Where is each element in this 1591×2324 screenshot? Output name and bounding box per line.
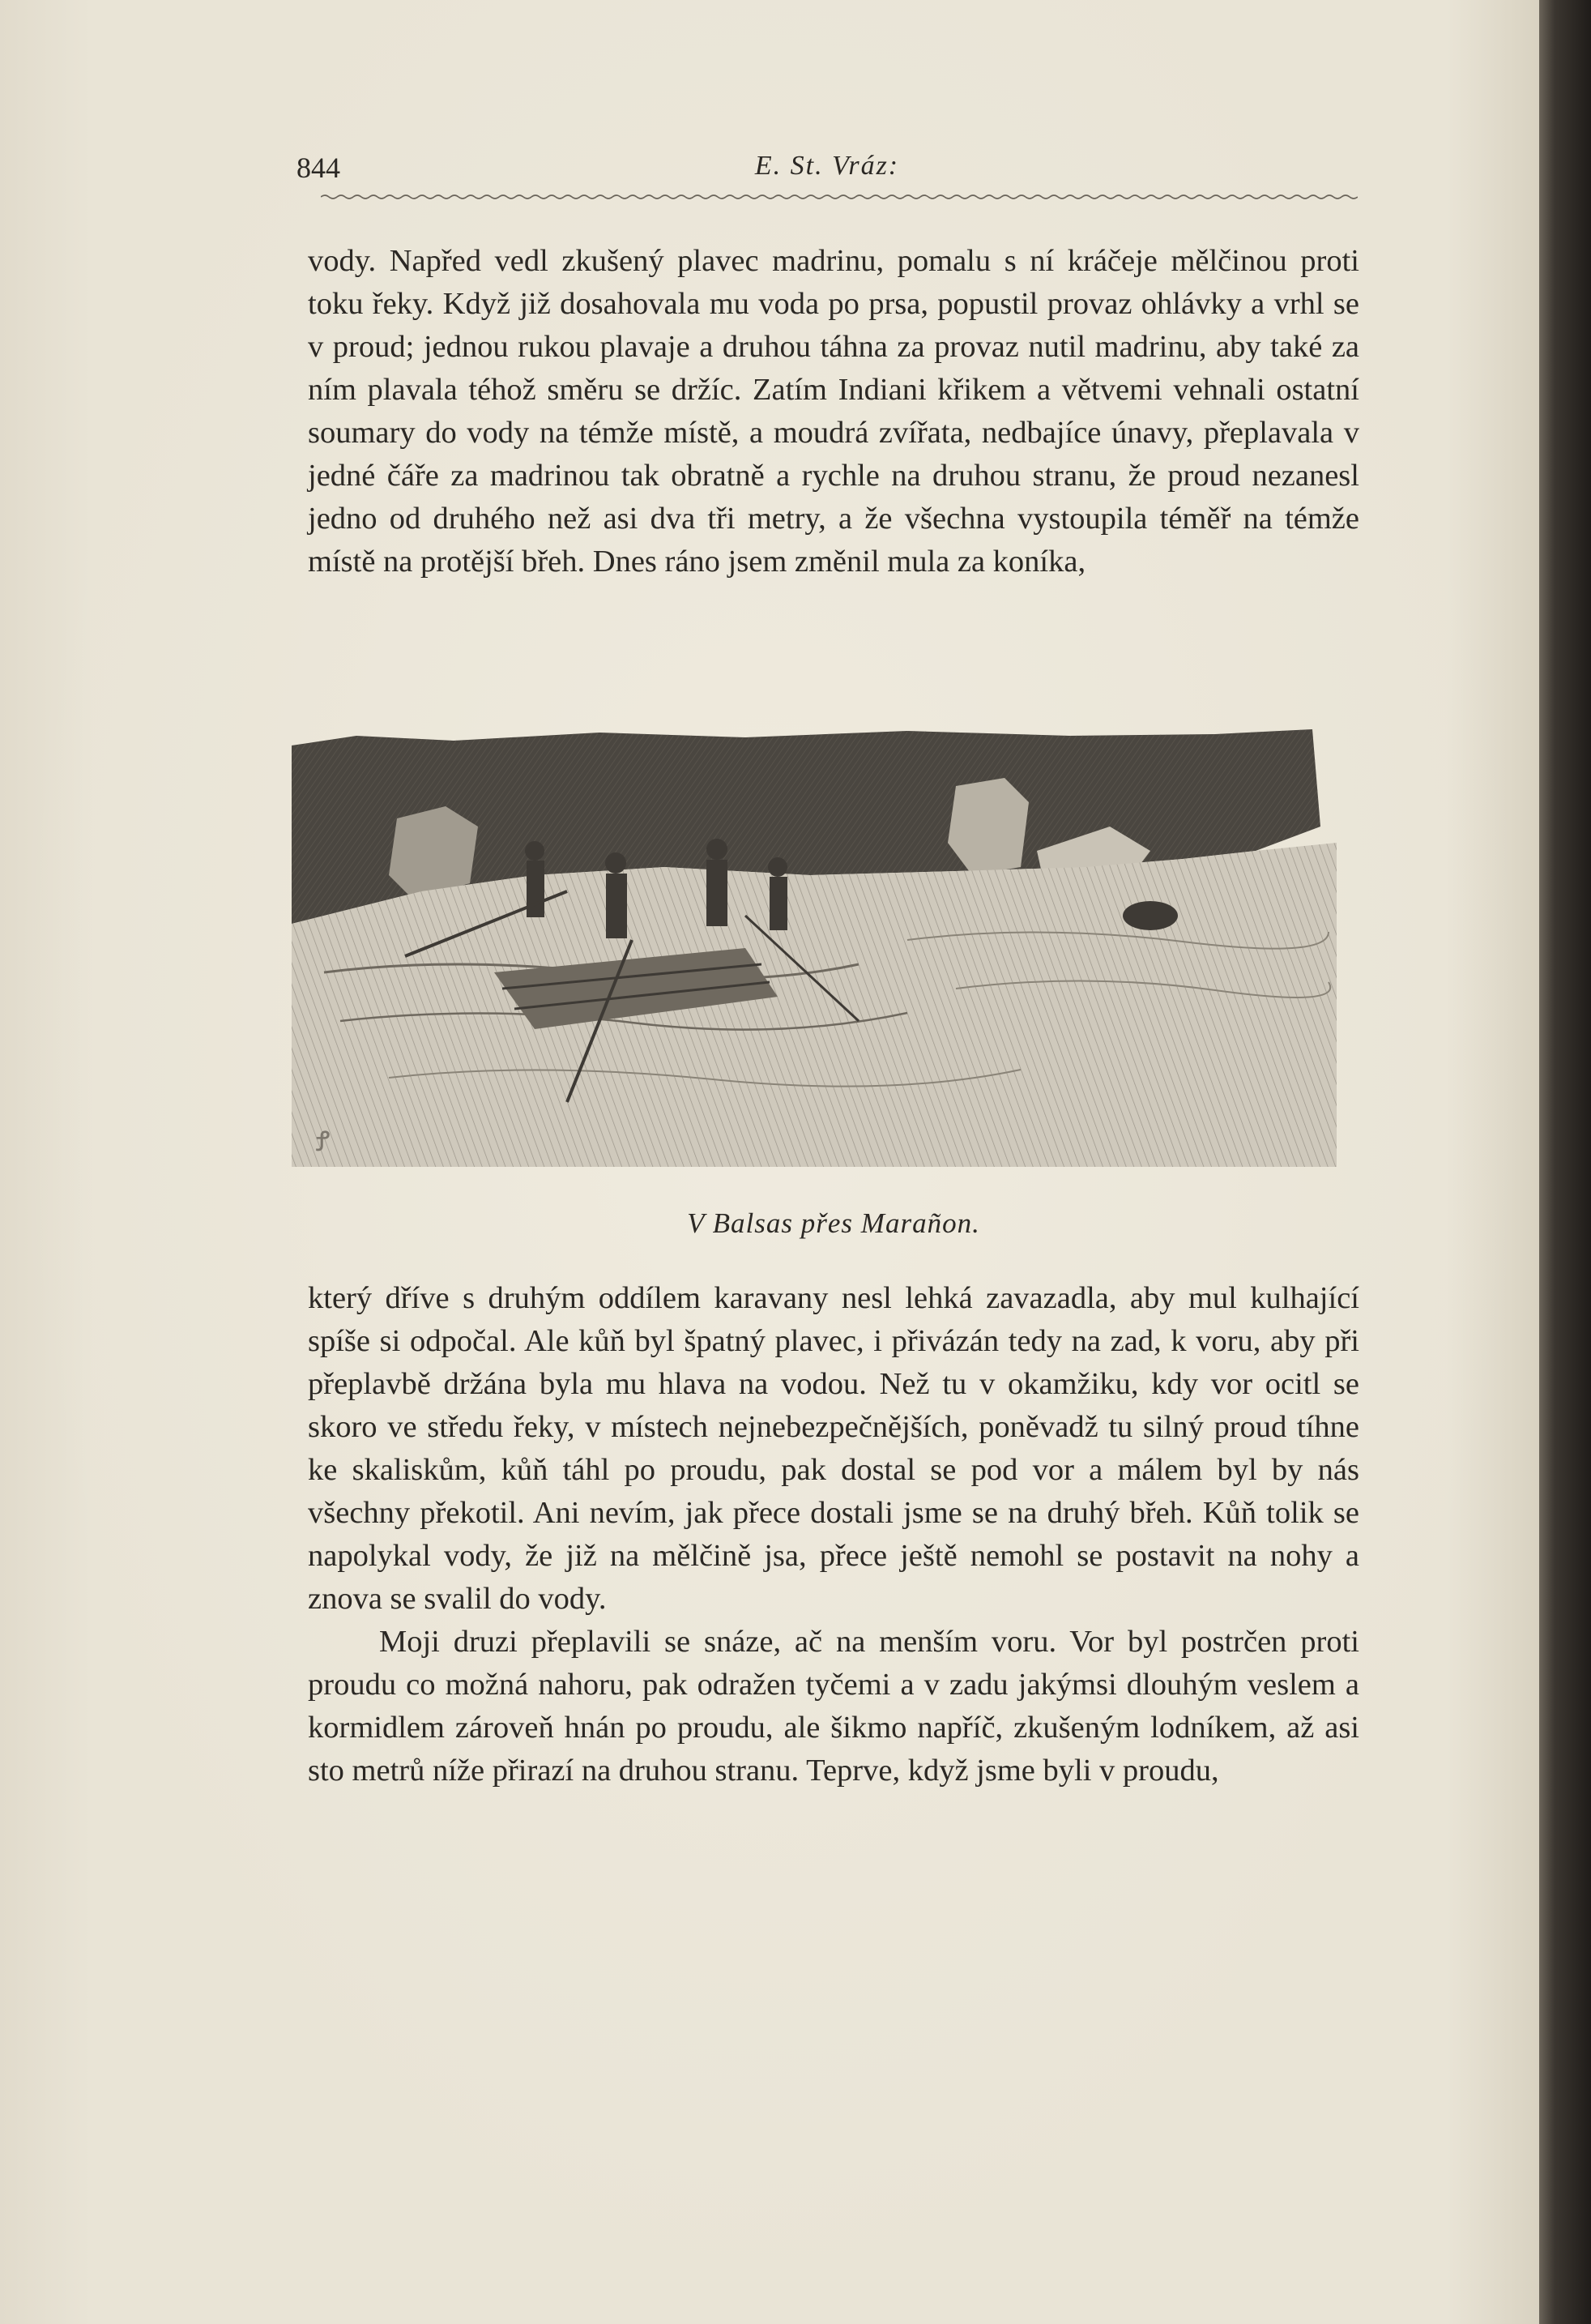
paragraph: vody. Napřed vedl zkušený plavec madrinu, pomalu s ní kráčeje mělčinou proti toku řeky. Když již dosahovala mu voda po prsa, popustil provaz ohlávky a vrhl se v proud; jednou rukou plavaje a druhou táhna za provaz nutil madrinu, aby také za ním plavala téhož směru se držíc. Zatím Indiani křikem a větvemi vehnali ostatní soumary do vody na témže místě, a moudrá zvířata, nedbajíce únavy, přeplavala v jedné čáře za madrinou tak obratně a rychle na druhou stranu, že proud nezanesl jedno od druhého než asi dva tři metry, a že všechna vystoupila téměř na témže místě na protější břeh. Dnes ráno jsem změnil mula za koníka, <box>308 244 1359 579</box>
body-text-top <box>308 240 1359 583</box>
svg-text:Ꝭ: Ꝭ <box>316 1127 331 1157</box>
illustration-balsa-raft-crossing <box>292 729 1337 1167</box>
header-wavy-rule <box>321 193 1358 201</box>
body-text-bottom <box>308 1277 1359 1792</box>
running-head: E. St. Vráz: <box>754 151 900 181</box>
page-number: 844 <box>296 152 340 184</box>
paragraph: Moji druzi přeplavili se snáze, ač na menším voru. Vor byl postrčen proti proudu co možná nahoru, pak odražen tyčemi a v zadu jakýmsi dlouhým veslem a kormidlem zároveň hnán po proudu, ale šikmo napříč, zkušeným lodníkem, až asi sto metrů níže přirazí na druhou stranu. Teprve, když jsme byli v proudu, <box>308 1625 1359 1788</box>
paragraph: který dříve s druhým oddílem karavany nesl lehká zavazadla, aby mul kulhající spíše si odpočal. Ale kůň byl špatný plavec, i přivázán tedy na zad, k voru, aby při přeplavbě držána byla mu hlava na vodou. Než tu v okamžiku, kdy vor ocitl se skoro ve středu řeky, v místech nejnebezpečnějších, poněvadž tu silný proud tíhne ke skaliskům, kůň táhl po proudu, pak dostal se pod vor a málem byl by nás všechny překotil. Ani nevím, jak přece dostali jsme se na druhý břeh. Kůň tolik se napolykal vody, že již na mělčině jsa, přece ještě nemohl se postavit na nohy a znova se svalil do vody. <box>308 1281 1359 1616</box>
page-header <box>296 151 1358 199</box>
figure-caption: V Balsas přes Marañon. <box>687 1207 980 1239</box>
book-spine-edge <box>1539 0 1591 2324</box>
